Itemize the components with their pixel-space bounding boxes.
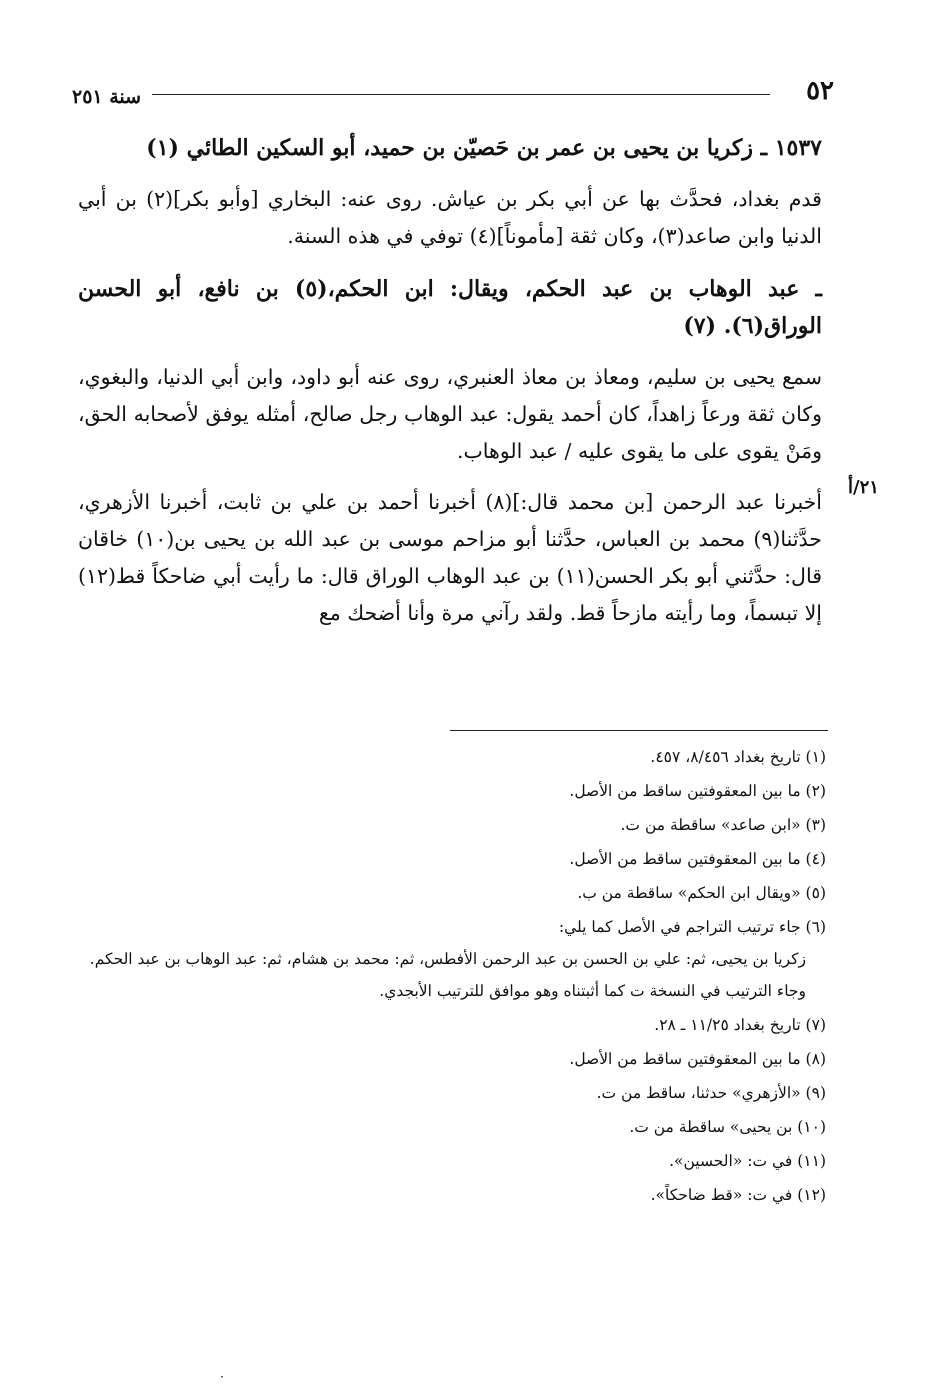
page-header [72, 72, 834, 112]
print-speck: · [220, 1370, 224, 1384]
main-text [78, 130, 822, 646]
footnote-6: (٦) جاء ترتيب التراجم في الأصل كما يلي: [558, 918, 826, 936]
footnote-11: (١١) في ت: «الحسين». [669, 1152, 826, 1170]
footnote-2: (٢) ما بين المعقوفتين ساقط من الأصل. [569, 782, 826, 800]
running-title: سنة ٢٥١ [72, 86, 142, 108]
footnote-1: (١) تاريخ بغداد ٨/٤٥٦، ٤٥٧. [650, 748, 826, 766]
entry-heading-1537: ١٥٣٧ ـ زكريا بن يحيى بن عمر بن حَصيّن بن حميد، أبو السكين الطائي (١) [146, 135, 822, 161]
footnotes [80, 740, 826, 1212]
entry-body-1537: قدم بغداد، فحدَّث بها عن أبي بكر بن عياش. روى عنه: البخاري [وأبو بكر](٢) بن أبي الدنيا وابن صاعد(٣)، وكان ثقة [مأموناً](٤) توفي في هذه السنة. [78, 187, 822, 248]
footnote-4: (٤) ما بين المعقوفتين ساقط من الأصل. [569, 850, 826, 868]
footnote-12: (١٢) في ت: «قط ضاحكاً». [650, 1186, 826, 1204]
footnote-8: (٨) ما بين المعقوفتين ساقط من الأصل. [569, 1050, 826, 1068]
footnote-5: (٥) «ويقال ابن الحكم» ساقطة من ب. [577, 884, 826, 902]
footnote-6-note: وجاء الترتيب في النسخة ت كما أثبتناه وهو موافق للترتيب الأبجدي. [379, 982, 806, 1000]
entry-heading-abd-al-wahhab: ـ عبد الوهاب بن عبد الحكم، ويقال: ابن الحكم،(٥) بن نافع، أبو الحسن الوراق(٦). (٧) [78, 276, 822, 339]
manuscript-folio-ref: ٢١/أ [848, 477, 879, 498]
footnote-6-order: زكريا بن يحيى، ثم: علي بن الحسن بن عبد الرحمن الأفطس، ثم: محمد بن هشام، ثم: عبد الوهاب بن عبد الحكم. [89, 950, 806, 968]
footnote-7: (٧) تاريخ بغداد ١١/٢٥ ـ ٢٨. [654, 1016, 826, 1034]
page-number: ٥٢ [806, 76, 834, 106]
footnote-10: (١٠) بن يحيى» ساقطة من ت. [629, 1118, 826, 1136]
footnote-9: (٩) «الأزهري» حدثنا، ساقط من ت. [596, 1084, 826, 1102]
header-rule [152, 94, 770, 95]
footnote-rule [450, 730, 828, 731]
footnote-3: (٣) «ابن صاعد» ساقطة من ت. [620, 816, 826, 834]
entry-body-abd-al-wahhab: سمع يحيى بن سليم، ومعاذ بن معاذ العنبري، روى عنه أبو داود، وابن أبي الدنيا، والبغوي، وكان ثقة ورعاً زاهداً، كان أحمد يقول: عبد الوهاب رجل صالح، أمثله يوفق لأصحابه الحق، ومَنْ يقوى على ما يقوى عليه / عبد الوهاب. [78, 365, 822, 463]
isnad-paragraph: أخبرنا عبد الرحمن [بن محمد قال:](٨) أخبرنا أحمد بن علي بن ثابت، أخبرنا الأزهري، حدَّثنا(٩) محمد بن العباس، حدَّثنا أبو مزاحم موسى بن عبد الله بن يحيى بن(١٠) خاقان قال: حدَّثني أبو بكر الحسن(١١) بن عبد الوهاب الوراق قال: ما رأيت أبي ضاحكاً قط(١٢) إلا تبسماً، وما رأيته مازحاً قط. ولقد رآني مرة وأنا أضحك مع [78, 490, 822, 625]
